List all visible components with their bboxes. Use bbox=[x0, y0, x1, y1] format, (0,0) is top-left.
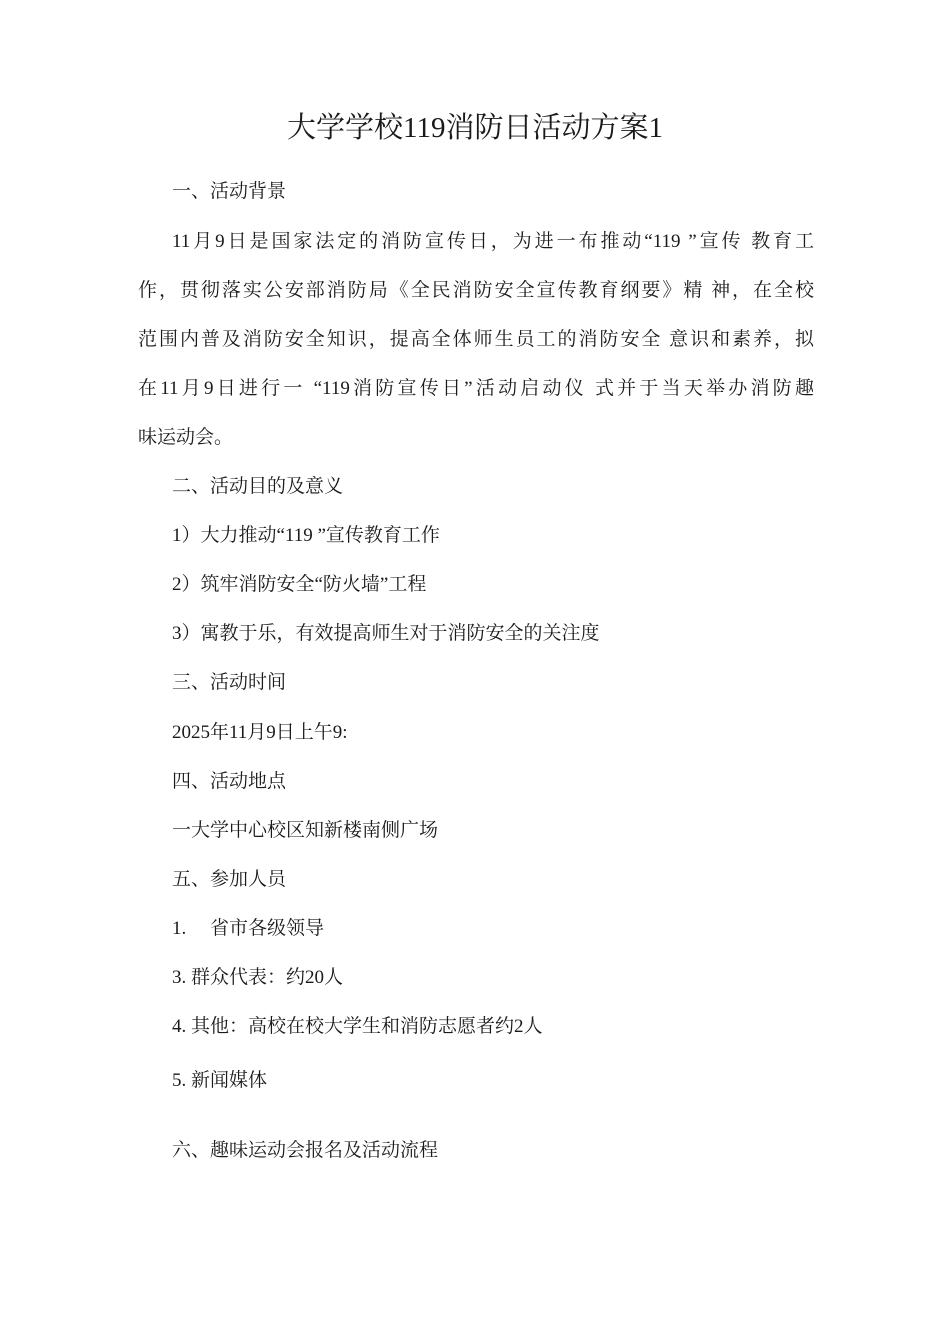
section-heading-participants: 五、参加人员 bbox=[172, 869, 287, 890]
section-heading-location: 四、活动地点 bbox=[172, 771, 287, 792]
participant-item-5: 5. 新闻媒体 bbox=[172, 1070, 268, 1091]
document-title: 大学学校119消防日活动方案1 bbox=[287, 112, 663, 144]
purpose-item-3: 3）寓教于乐，有效提高师生对于消防安全的关注度 bbox=[172, 623, 600, 644]
section-heading-background: 一、活动背景 bbox=[172, 181, 287, 202]
background-paragraph-line-1: 11月9日是国家法定的消防宣传日，为进一布推动“119 ”宣传 教育工 bbox=[172, 231, 814, 252]
background-paragraph-line-5: 味运动会。 bbox=[138, 427, 234, 448]
participant-item-4: 4. 其他：高校在校大学生和消防志愿者约2人 bbox=[172, 1016, 543, 1037]
section-heading-purpose: 二、活动目的及意义 bbox=[172, 476, 344, 497]
participant-item-3: 3. 群众代表：约20人 bbox=[172, 967, 344, 988]
background-paragraph-line-4: 在11月9日进行一 “119消防宣传日”活动启动仪 式并于当天举办消防趣 bbox=[138, 378, 814, 399]
activity-location-value: 一大学中心校区知新楼南侧广场 bbox=[172, 820, 439, 841]
background-paragraph-line-2: 作，贯彻落实公安部消防局《全民消防安全宣传教育纲要》精 神，在全校 bbox=[138, 280, 814, 301]
section-heading-sports-meet: 六、趣味运动会报名及活动流程 bbox=[172, 1140, 439, 1161]
purpose-item-1: 1）大力推动“119 ”宣传教育工作 bbox=[172, 525, 440, 546]
background-paragraph-line-3: 范围内普及消防安全知识，提高全体师生员工的消防安全 意识和素养，拟 bbox=[138, 329, 814, 350]
participant-item-1: 1. 省市各级领导 bbox=[172, 918, 325, 939]
activity-time-value: 2025年11月9日上午9: bbox=[172, 722, 348, 743]
section-heading-time: 三、活动时间 bbox=[172, 672, 287, 693]
purpose-item-2: 2）筑牢消防安全“防火墙”工程 bbox=[172, 574, 427, 595]
